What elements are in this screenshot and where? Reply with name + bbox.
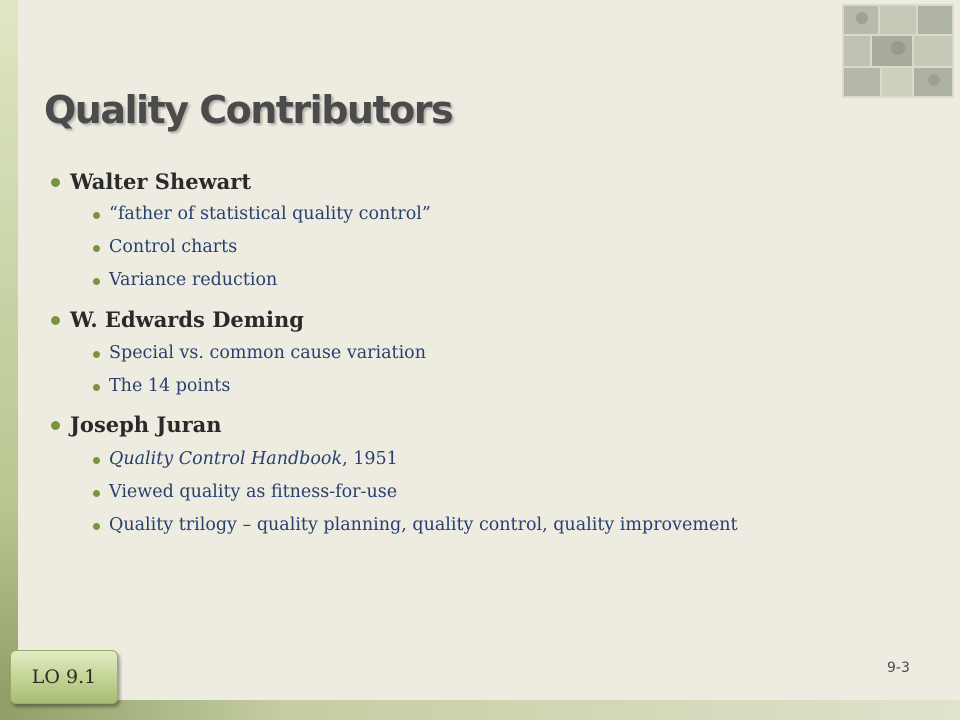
bullet-icon	[93, 212, 100, 219]
list-item-text: Quality trilogy – quality planning, quality control, quality improvement	[109, 515, 738, 535]
page-number: 9-3	[887, 660, 910, 676]
bullet-icon	[93, 384, 100, 391]
bullet-icon	[93, 278, 100, 285]
list-item-text: The 14 points	[109, 376, 231, 396]
bullet-icon	[51, 316, 60, 325]
left-decorative-strip	[0, 0, 18, 720]
learning-objective-badge: LO 9.1	[10, 650, 118, 704]
contributor-name: Walter Shewart	[70, 169, 252, 194]
list-item	[109, 270, 277, 290]
bullet-icon	[93, 490, 100, 497]
list-item-text: Control charts	[109, 237, 238, 257]
bottom-decorative-strip	[0, 700, 960, 720]
list-item-text: Variance reduction	[109, 270, 278, 290]
list-item	[109, 237, 237, 257]
list-item	[109, 376, 230, 396]
bullet-icon	[93, 351, 100, 358]
bullet-icon	[93, 523, 100, 530]
list-item	[109, 449, 398, 469]
bullet-icon	[51, 178, 60, 187]
contributor-heading-shewart	[70, 169, 251, 194]
contributor-name: Joseph Juran	[70, 412, 222, 437]
list-item-text: Special vs. common cause variation	[109, 343, 426, 363]
book-title: Quality Control Handbook	[109, 449, 343, 469]
list-item-text: Viewed quality as fitness-for-use	[109, 482, 398, 502]
contributor-heading-juran	[70, 412, 222, 437]
bullet-icon	[51, 421, 60, 430]
list-item	[109, 482, 397, 502]
slide-title: Quality Contributors	[44, 88, 453, 132]
contributor-name: W. Edwards Deming	[70, 307, 304, 332]
header-photo-collage	[842, 4, 954, 98]
bullet-icon	[93, 245, 100, 252]
list-item	[109, 515, 738, 535]
contributor-heading-deming	[70, 307, 304, 332]
list-item	[109, 204, 431, 224]
list-item	[109, 343, 426, 363]
list-item-text: , 1951	[342, 449, 398, 469]
bullet-icon	[93, 457, 100, 464]
list-item-text: “father of statistical quality control”	[109, 204, 431, 224]
